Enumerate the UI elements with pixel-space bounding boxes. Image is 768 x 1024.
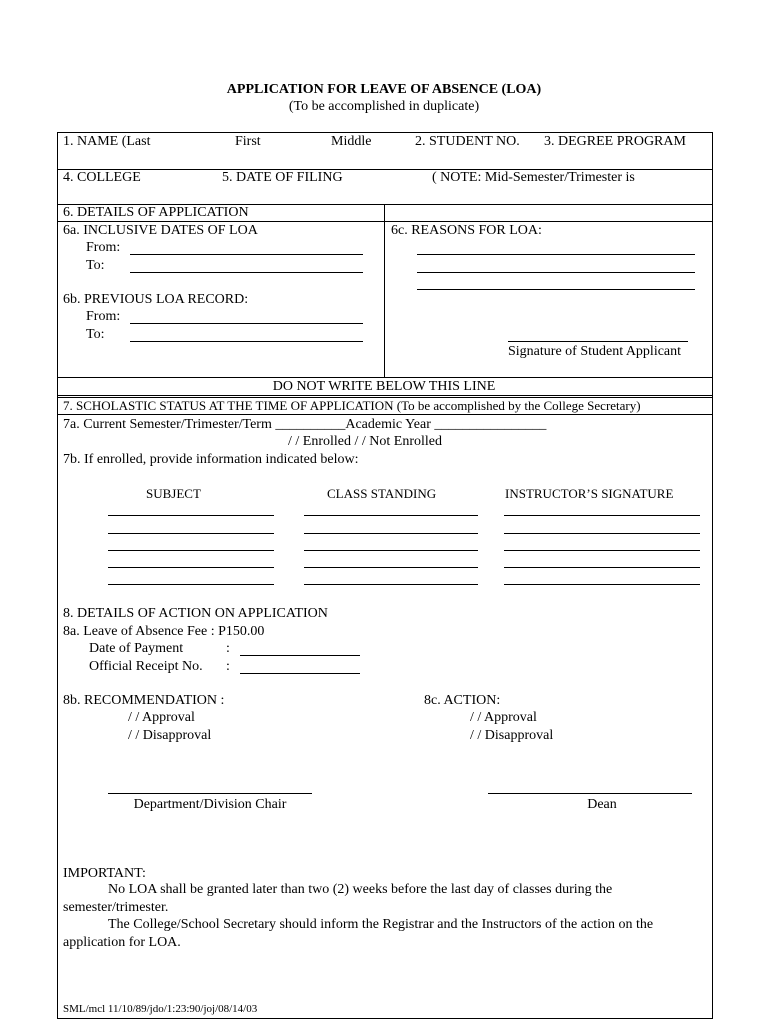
prev-from-field[interactable] (130, 323, 363, 324)
section7b-label: 7b. If enrolled, provide information indicated below: (63, 452, 359, 467)
official-receipt-field[interactable] (240, 673, 360, 674)
row-divider-6 (57, 414, 713, 415)
signature-line-3[interactable] (504, 550, 700, 551)
reason-line-3[interactable] (417, 289, 695, 290)
prev-from-label: From: (86, 309, 121, 324)
subject-line-5[interactable] (108, 584, 274, 585)
form-title: APPLICATION FOR LEAVE OF ABSENCE (LOA) (226, 82, 542, 97)
important-paragraph-1: No LOA shall be granted later than two (2) weeks before the last day of classes during the semester/trimester. (63, 882, 613, 915)
border-top (57, 132, 713, 133)
recommendation-disapproval[interactable]: / / Disapproval (128, 728, 212, 743)
standing-line-5[interactable] (304, 584, 478, 585)
section7-heading: 7. SCHOLASTIC STATUS AT THE TIME OF APPLICATION (To be accomplished by the College Secretary) (63, 398, 641, 413)
loa-to-field[interactable] (130, 272, 363, 273)
section6b-label: 6b. PREVIOUS LOA RECORD: (63, 292, 249, 307)
section6c-label: 6c. REASONS FOR LOA: (391, 223, 542, 238)
date-of-payment-label: Date of Payment (89, 641, 184, 656)
subject-line-4[interactable] (108, 567, 274, 568)
applicant-signature-line[interactable] (508, 341, 688, 342)
reason-line-2[interactable] (417, 272, 695, 273)
prev-to-field[interactable] (130, 341, 363, 342)
action-label: 8c. ACTION: (424, 693, 501, 708)
loa-from-field[interactable] (130, 254, 363, 255)
col-subject-header: SUBJECT (146, 486, 201, 501)
do-not-write-notice: DO NOT WRITE BELOW THIS LINE (272, 379, 496, 394)
signature-line-5[interactable] (504, 584, 700, 585)
name-label: 1. NAME (Last (63, 134, 151, 149)
section6-divider (384, 204, 385, 377)
reason-line-1[interactable] (417, 254, 695, 255)
border-bottom (57, 1018, 713, 1019)
signature-line-4[interactable] (504, 567, 700, 568)
border-right (712, 132, 713, 1018)
loa-fee: 8a. Leave of Absence Fee : P150.00 (63, 624, 265, 639)
form-code: SML/mcl 11/10/89/jdo/1:23:90/joj/08/14/03 (63, 1003, 258, 1015)
loa-to-label: To: (86, 258, 105, 273)
note-label: ( NOTE: Mid-Semester/Trimester is (432, 170, 635, 185)
important-paragraph-2: The College/School Secretary should inform the Registrar and the Instructors of the action on the application for LOA. (63, 917, 654, 950)
current-term-line: 7a. Current Semester/Trimester/Term __________Academic Year ________________ (63, 417, 547, 432)
section6-heading: 6. DETAILS OF APPLICATION (63, 205, 249, 220)
form-subtitle: (To be accomplished in duplicate) (288, 99, 480, 114)
payment-colon: : (226, 641, 230, 656)
receipt-colon: : (226, 659, 230, 674)
chair-label: Department/Division Chair (133, 797, 287, 812)
standing-line-4[interactable] (304, 567, 478, 568)
college-label: 4. COLLEGE (63, 170, 141, 185)
row-divider-5 (57, 395, 713, 396)
enrollment-status: / / Enrolled / / Not Enrolled (288, 434, 442, 449)
standing-line-1[interactable] (304, 515, 478, 516)
section6a-label: 6a. INCLUSIVE DATES OF LOA (63, 223, 258, 238)
applicant-signature-label: Signature of Student Applicant (508, 344, 682, 359)
loa-from-label: From: (86, 240, 121, 255)
signature-line-1[interactable] (504, 515, 700, 516)
degree-program-label: 3. DEGREE PROGRAM (544, 134, 686, 149)
col-class-standing-header: CLASS STANDING (327, 486, 437, 501)
recommendation-label: 8b. RECOMMENDATION : (63, 693, 225, 708)
first-label: First (235, 134, 261, 149)
standing-line-2[interactable] (304, 533, 478, 534)
important-label: IMPORTANT: (63, 866, 146, 881)
dean-label: Dean (587, 797, 617, 812)
subject-line-3[interactable] (108, 550, 274, 551)
col-instructor-signature-header: INSTRUCTOR’S SIGNATURE (505, 486, 674, 501)
row-divider-3 (57, 221, 713, 222)
dean-signature-line[interactable] (488, 793, 692, 794)
action-approval[interactable]: / / Approval (470, 710, 537, 725)
action-disapproval[interactable]: / / Disapproval (470, 728, 554, 743)
official-receipt-label: Official Receipt No. (89, 659, 203, 674)
subject-line-1[interactable] (108, 515, 274, 516)
date-of-payment-field[interactable] (240, 655, 360, 656)
border-left (57, 132, 58, 1018)
signature-line-2[interactable] (504, 533, 700, 534)
recommendation-approval[interactable]: / / Approval (128, 710, 195, 725)
student-no-label: 2. STUDENT NO. (415, 134, 520, 149)
chair-signature-line[interactable] (108, 793, 312, 794)
row-divider-4 (57, 377, 713, 378)
standing-line-3[interactable] (304, 550, 478, 551)
middle-label: Middle (331, 134, 372, 149)
subject-line-2[interactable] (108, 533, 274, 534)
section8-heading: 8. DETAILS OF ACTION ON APPLICATION (63, 606, 328, 621)
date-filing-label: 5. DATE OF FILING (222, 170, 343, 185)
prev-to-label: To: (86, 327, 105, 342)
